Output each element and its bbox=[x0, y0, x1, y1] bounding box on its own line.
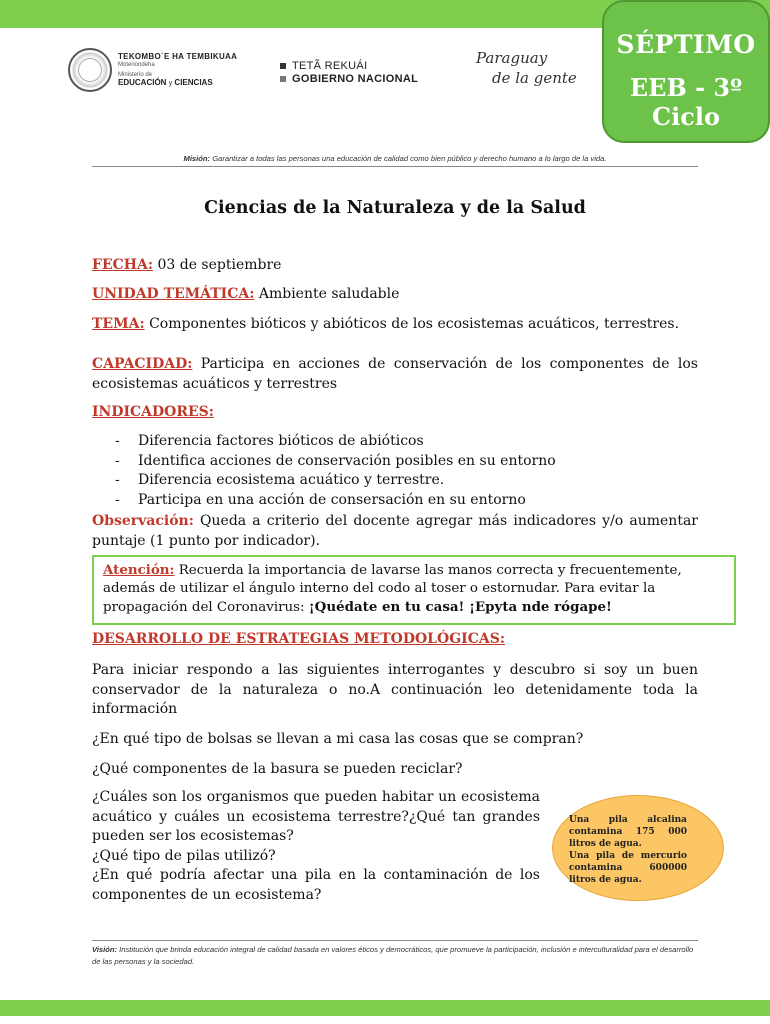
national-seal-icon bbox=[68, 48, 112, 92]
header-logos bbox=[68, 44, 588, 104]
callout-line-1: Una pila alcalina contamina 175 000 litros de agua. bbox=[569, 815, 687, 849]
battery-fact-callout bbox=[552, 795, 724, 901]
gov-name-guarani: TETÃ REKUÁI bbox=[292, 60, 368, 72]
list-item: - Diferencia factores bióticos de abióticos bbox=[115, 433, 424, 449]
questions-block bbox=[92, 788, 540, 906]
square-icon bbox=[280, 76, 286, 82]
tema-field: TEMA: Componentes bióticos y abióticos de los ecosistemas acuáticos, terrestres. bbox=[92, 316, 680, 332]
list-item: - Diferencia ecosistema acuático y terrestre. bbox=[115, 472, 445, 489]
ministry-label: Ministerio de bbox=[118, 72, 153, 78]
gov-name: GOBIERNO NACIONAL bbox=[292, 73, 419, 85]
mission-statement: Misión: Garantizar a todas las personas una educación de calidad como bien público y derecho humano a lo largo de la vida. bbox=[92, 154, 698, 167]
square-icon bbox=[280, 63, 286, 69]
slogan-line-1: Paraguay bbox=[476, 49, 548, 67]
question-1: ¿En qué tipo de bolsas se llevan a mi casa las cosas que se compran? bbox=[92, 731, 584, 747]
indicator-list bbox=[92, 432, 698, 510]
question-2: ¿Qué componentes de la basura se pueden reciclar? bbox=[92, 761, 463, 777]
section-title: DESARROLLO DE ESTRATEGIAS METODOLÓGICAS: bbox=[92, 631, 506, 647]
unidad-field: UNIDAD TEMÁTICA: Ambiente saludable bbox=[92, 286, 400, 302]
question-4: ¿Qué tipo de pilas utilizó? bbox=[92, 847, 276, 864]
slogan-logo bbox=[476, 48, 577, 88]
government-logo bbox=[280, 60, 418, 86]
capacidad-field: CAPACIDAD: Participa en acciones de conservación de los componentes de los ecosistemas acuáticos y terrestres bbox=[92, 356, 698, 392]
stay-home-slogan: ¡Quédate en tu casa! ¡Epyta nde rógape! bbox=[308, 599, 612, 615]
indicadores-heading: INDICADORES: bbox=[92, 404, 214, 420]
callout-line-2: Una pila de mercurio contamina 600000 litros de agua. bbox=[569, 851, 687, 885]
vision-statement: Visión: Institución que brinda educación integral de calidad basada en valores éticos y democráticos, que promueve la participación, inclusión e interculturalidad para el desarrollo de las personas y la sociedad. bbox=[92, 940, 698, 968]
page-title: Ciencias de la Naturaleza y de la Salud bbox=[204, 198, 586, 218]
grade-cycle: EEB - 3º Ciclo bbox=[629, 73, 743, 131]
intro-paragraph: Para iniciar respondo a las siguientes interrogantes y descubro si soy un buen conservador de la naturaleza o no.A continuación leo detenidamente toda la información bbox=[92, 662, 698, 717]
list-item: - Participa en una acción de consersación en su entorno bbox=[115, 491, 526, 508]
ministry-name: EDUCACIÓN y CIENCIAS bbox=[118, 78, 213, 87]
question-3: ¿Cuáles son los organismos que pueden habitar un ecosistema acuático y cuáles un ecosistema terrestre?¿Qué tan grandes pueden ser los ecosistemas? bbox=[92, 789, 540, 845]
observation-note: Observación: Queda a criterio del docente agregar más indicadores y/o aumentar puntaje (1 punto por indicador). bbox=[92, 513, 698, 549]
fecha-field: FECHA: 03 de septiembre bbox=[92, 257, 282, 273]
ministry-name-guarani: TEKOMBO´E HA TEMBIKUAA bbox=[118, 52, 238, 61]
grade-level: SÉPTIMO bbox=[616, 30, 756, 59]
slogan-line-2: de la gente bbox=[492, 69, 577, 87]
question-5: ¿En qué podría afectar una pila en la contaminación de los componentes de un ecosistema? bbox=[92, 867, 540, 903]
list-item: - Identifica acciones de conservación posibles en su entorno bbox=[115, 452, 556, 469]
attention-box: Atención: Recuerda la importancia de lavarse las manos correcta y frecuentemente, además de utilizar el ángulo interno del codo al toser o estornudar. Para evitar la propagación del Coronavirus: ¡Quédate en tu casa! ¡Epyta nde rógape! bbox=[92, 555, 736, 625]
ministry-subtitle-guarani: Motenondeha bbox=[118, 62, 155, 68]
grade-badge bbox=[602, 0, 770, 143]
bottom-green-bar bbox=[0, 1000, 770, 1016]
ministry-logo bbox=[118, 52, 237, 87]
